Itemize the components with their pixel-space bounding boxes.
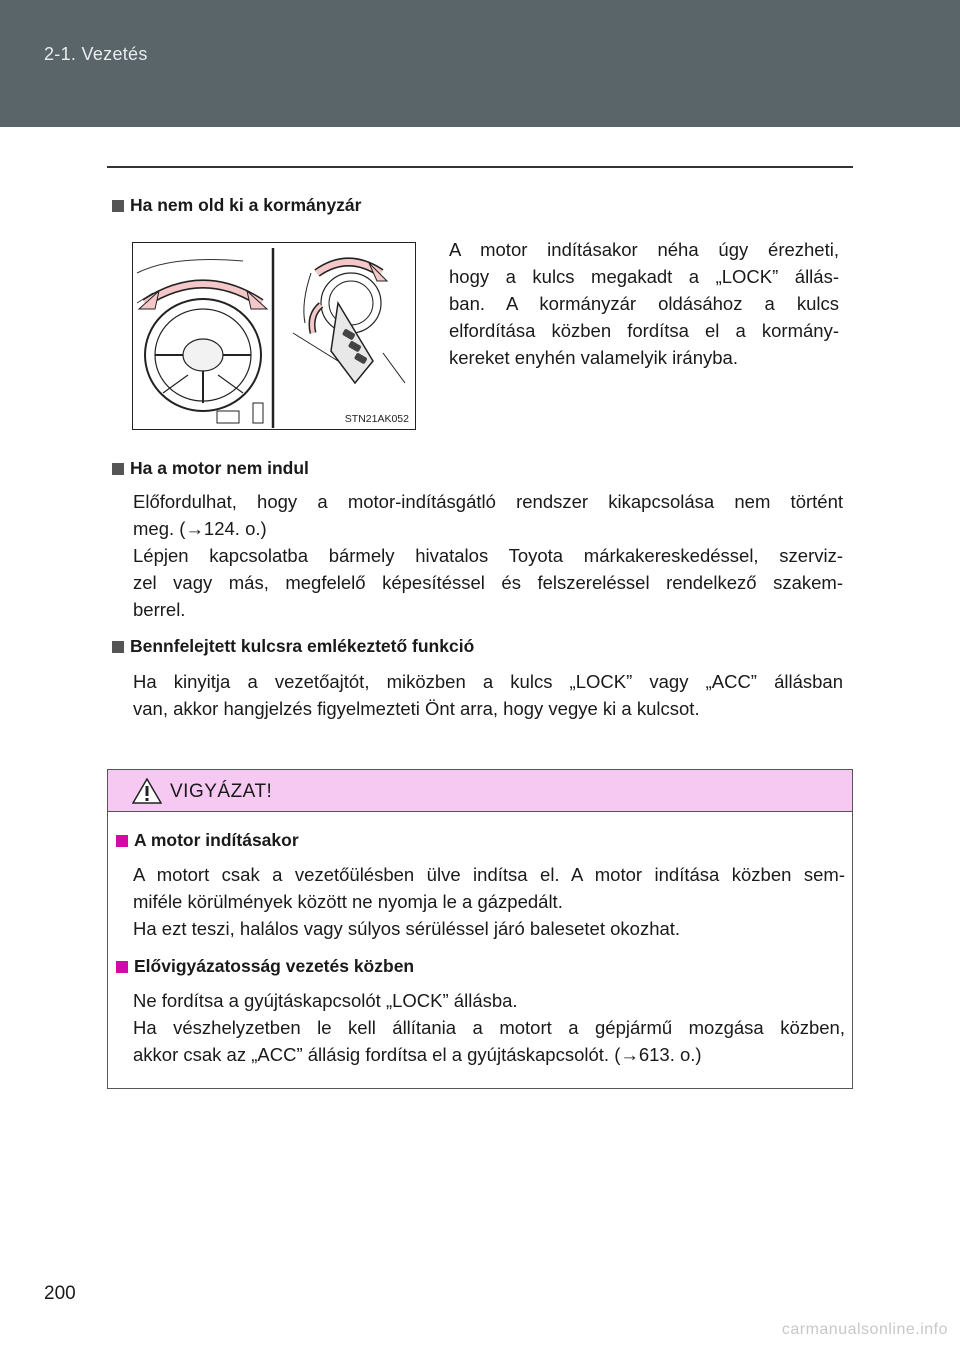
text-line: berrel.: [133, 599, 186, 620]
warning-item-text: [133, 987, 845, 1068]
watermark: carmanualsonline.info: [781, 1321, 948, 1338]
top-rule: [107, 166, 853, 168]
warning-triangle-icon: [132, 778, 162, 804]
header-band: [0, 0, 960, 127]
text-line: A motor indításakor néha úgy érezheti,: [449, 239, 839, 260]
warning-item-heading: [116, 830, 299, 851]
warning-header: [108, 770, 852, 812]
warning-item-text: [133, 861, 845, 942]
bullet-square-icon: [112, 641, 124, 653]
text-line: Előfordulhat, hogy a motor-indításgátló rendszer kikapcsolása nem történt: [133, 491, 843, 512]
section-heading-key-reminder: [112, 636, 474, 657]
bullet-square-icon: [112, 200, 124, 212]
engine-start-text: [133, 488, 843, 623]
page-number: 200: [44, 1283, 76, 1304]
bullet-square-icon: [116, 961, 128, 973]
bullet-square-icon: [116, 835, 128, 847]
figure-caption: STN21AK052: [344, 413, 409, 425]
steering-lock-text: [449, 236, 839, 371]
text-line: van, akkor hangjelzés figyelmezteti Önt arra, hogy vegye ki a kulcsot.: [133, 698, 700, 719]
warning-heading-text: Elővigyázatosság vezetés közben: [134, 956, 415, 976]
text-line: ban. A kormányzár oldásához a kulcs: [449, 293, 839, 314]
section-heading-engine-start: [112, 458, 309, 479]
section-heading-text: Ha a motor nem indul: [130, 458, 309, 478]
text-line: Ha vészhelyzetben le kell állítania a motort a gépjármű mozgása közben,: [133, 1017, 845, 1038]
text-line: Ha kinyitja a vezetőajtót, miközben a kulcs „LOCK” vagy „ACC” állásban: [133, 671, 843, 692]
text-line: meg. (→124. o.): [133, 518, 267, 539]
text-line: zel vagy más, megfelelő képesítéssel és felszereléssel rendelkező szakem-: [133, 572, 843, 593]
text-line: Ne fordítsa a gyújtáskapcsolót „LOCK” állásba.: [133, 990, 518, 1011]
bullet-square-icon: [112, 463, 124, 475]
text-line: A motort csak a vezetőülésben ülve indítsa el. A motor indítása közben sem-: [133, 864, 845, 885]
text-line: akkor csak az „ACC” állásig fordítsa el a gyújtáskapcsolót. (→613. o.): [133, 1044, 702, 1065]
text-line: Lépjen kapcsolatba bármely hivatalos Toyota márkakereskedéssel, szerviz-: [133, 545, 843, 566]
steering-wheel-key-icon: [133, 243, 414, 428]
text-line: hogy a kulcs megakadt a „LOCK” állás-: [449, 266, 839, 287]
section-heading-steering-lock: [112, 195, 361, 216]
text-line: miféle körülmények között ne nyomja le a gázpedált.: [133, 891, 563, 912]
warning-box: [107, 769, 853, 1089]
section-title: 2-1. Vezetés: [44, 44, 148, 64]
text-line: elfordítása közben fordítsa el a kormány-: [449, 320, 839, 341]
steering-key-illustration: [132, 242, 416, 430]
text-line: kereket enyhén valamelyik irányba.: [449, 347, 738, 368]
warning-item-heading: [116, 956, 414, 977]
text-line: Ha ezt teszi, halálos vagy súlyos sérüléssel járó balesetet okozhat.: [133, 918, 681, 939]
key-reminder-text: [133, 668, 843, 722]
section-heading-text: Bennfelejtett kulcsra emlékeztető funkció: [130, 636, 475, 656]
section-heading-text: Ha nem old ki a kormányzár: [130, 195, 362, 215]
warning-heading-text: A motor indításakor: [134, 830, 299, 850]
warning-title: VIGYÁZAT!: [170, 781, 273, 802]
